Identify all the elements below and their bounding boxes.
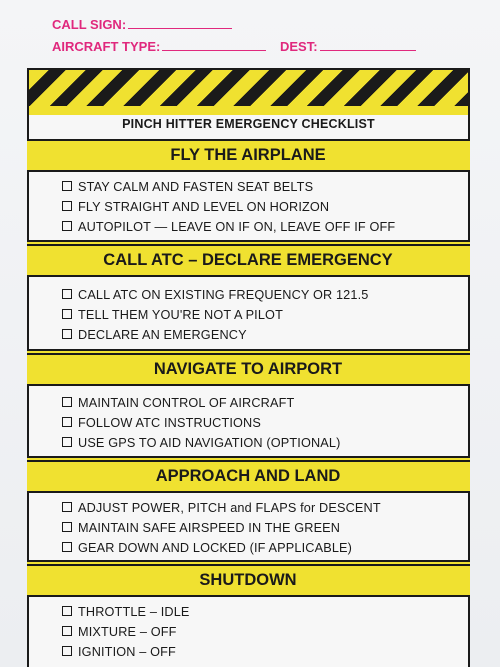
checklist-item[interactable]: TELL THEM YOU'RE NOT A PILOT — [62, 308, 283, 322]
aircraft-type-field[interactable] — [162, 38, 266, 51]
checklist-item[interactable]: CALL ATC ON EXISTING FREQUENCY OR 121.5 — [62, 288, 368, 302]
call-sign-label: CALL SIGN: — [52, 17, 127, 32]
dest-label: DEST: — [279, 39, 318, 54]
checklist-item[interactable]: IGNITION – OFF — [62, 645, 176, 659]
checklist-item[interactable]: THROTTLE – IDLE — [62, 605, 190, 619]
checklist-item[interactable]: MAINTAIN CONTROL OF AIRCRAFT — [62, 396, 294, 410]
checkbox-icon[interactable] — [62, 309, 72, 319]
checklist-item[interactable]: DECLARE AN EMERGENCY — [62, 328, 247, 342]
checkbox-icon[interactable] — [62, 289, 72, 299]
call-sign-row — [52, 16, 232, 32]
checklist-item[interactable]: GEAR DOWN AND LOCKED (IF APPLICABLE) — [62, 541, 352, 555]
checklist-item[interactable]: ADJUST POWER, PITCH and FLAPS for DESCENT — [62, 501, 381, 515]
checklist-item[interactable]: FOLLOW ATC INSTRUCTIONS — [62, 416, 261, 430]
checklist-item[interactable]: MIXTURE – OFF — [62, 625, 177, 639]
checkbox-icon[interactable] — [62, 437, 72, 447]
aircraft-dest-row — [52, 38, 416, 54]
section-call-atc: CALL ATC – DECLARE EMERGENCY — [27, 244, 470, 277]
checklist-item[interactable]: AUTOPILOT — LEAVE ON IF ON, LEAVE OFF IF OFF — [62, 220, 395, 234]
dest-field[interactable] — [320, 38, 416, 51]
checkbox-icon[interactable] — [62, 522, 72, 532]
section-approach-and-land: APPROACH AND LAND — [27, 460, 470, 493]
checkbox-icon[interactable] — [62, 181, 72, 191]
checkbox-icon[interactable] — [62, 221, 72, 231]
checkbox-icon[interactable] — [62, 201, 72, 211]
section-fly-the-airplane: FLY THE AIRPLANE — [27, 139, 470, 172]
checkbox-icon[interactable] — [62, 646, 72, 656]
checklist-item[interactable]: USE GPS TO AID NAVIGATION (OPTIONAL) — [62, 436, 341, 450]
checkbox-icon[interactable] — [62, 329, 72, 339]
section-navigate-to-airport: NAVIGATE TO AIRPORT — [27, 353, 470, 386]
checklist-item[interactable]: MAINTAIN SAFE AIRSPEED IN THE GREEN — [62, 521, 340, 535]
section-shutdown: SHUTDOWN — [27, 564, 470, 597]
checkbox-icon[interactable] — [62, 417, 72, 427]
checklist-title: PINCH HITTER EMERGENCY CHECKLIST — [122, 117, 375, 131]
checkbox-icon[interactable] — [62, 542, 72, 552]
hazard-stripe-band — [29, 70, 468, 106]
checklist-panel — [27, 68, 470, 667]
checklist-item[interactable]: STAY CALM AND FASTEN SEAT BELTS — [62, 180, 313, 194]
checklist-item[interactable]: FLY STRAIGHT AND LEVEL ON HORIZON — [62, 200, 329, 214]
checkbox-icon[interactable] — [62, 626, 72, 636]
aircraft-type-label: AIRCRAFT TYPE: — [52, 39, 161, 54]
checkbox-icon[interactable] — [62, 502, 72, 512]
hazard-stripe-base — [29, 106, 468, 115]
checkbox-icon[interactable] — [62, 606, 72, 616]
call-sign-field[interactable] — [128, 16, 232, 29]
checkbox-icon[interactable] — [62, 397, 72, 407]
